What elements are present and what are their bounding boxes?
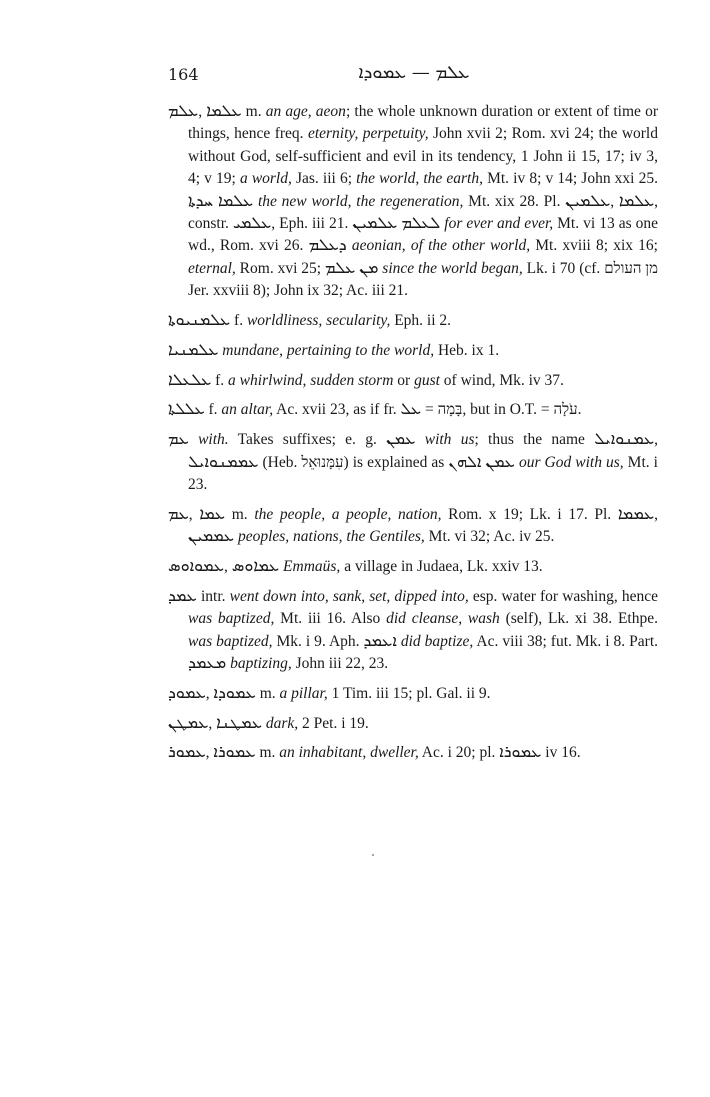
gloss-italic: a pillar, [279,684,328,702]
entry-text: of wind, Mk. iv 37. [439,371,564,389]
syriac-headword: ܥܡܛܢܐ [216,714,262,732]
entry-text: Jer. xxviii 8); John ix 32; Ac. iii 21. [188,282,409,300]
dictionary-entry [168,742,658,764]
syriac-headword: ܥܡܐ [199,505,226,523]
page-number: 164 [168,65,199,84]
entry-text: Mt. vi 32; Ac. iv 25. [424,528,555,546]
gloss-italic: mundane, pertaining to the world, [222,341,435,359]
entry-text [189,431,198,448]
syriac-headword: ܥܠܡܐ [206,103,242,120]
entry-text: intr. [196,587,230,605]
entry-text: Ac. viii 38; fut. Mk. i 8. Part. [473,632,659,650]
syriac-headword: ܡܥܡܕ [188,655,227,673]
entry-text: , constr. [188,192,658,233]
entry-text: , [205,744,214,762]
entry-text: a village in Judaea, Lk. xxiv 13. [340,558,543,576]
dictionary-entry [168,310,658,332]
entry-text: , [188,505,200,523]
entry-text: ; the whole unknown duration or extent of time or things, hence freq. [188,103,658,143]
entry-text: Mt. iii 16. Also [274,610,387,628]
syriac-headword: ܡܢ ܥܠܡ [325,259,379,277]
syriac-headword: ܥܡܘܕܐ [213,684,256,702]
hebrew-word: מן העולם [604,260,659,277]
gloss-italic: the new world, the regeneration, [257,192,464,210]
syriac-headword: ܕܥܠܡ [308,237,347,255]
dictionary-entry [168,586,658,676]
syriac-headword: ܥܡܘܪܐ [213,744,256,762]
entry-text: John iii 22, 23. [291,655,389,673]
entry-text: , [224,558,232,576]
entry-text: , but in O.T. = [462,401,554,419]
entry-text: Rom. xvi 25; [235,259,326,277]
gloss-italic: eternal, [188,259,236,277]
syriac-headword: ܥܠܡܢܝܘܬܐ [168,312,231,330]
entry-text: Mt. xviii 8; xix 16; [530,237,658,255]
dictionary-entry [168,429,658,496]
syriac-headword: ܥܡ [168,505,189,523]
dictionary-entry [168,504,658,549]
gloss-italic: Emmaüs, [283,558,341,576]
entry-text: , [654,431,658,449]
gloss-italic: was baptized, [188,632,273,650]
dictionary-entry [168,683,658,705]
syriac-headword: ܐܥܡܕ [363,632,397,650]
entry-text: (Heb. [258,453,302,471]
entry-text: m. [255,684,280,702]
entry-text: Mt. vi 13 as one wd., Rom. xvi 26. [188,215,659,255]
gloss-italic: with. [198,431,229,449]
entry-text: , [654,505,659,523]
entry-text: . [577,401,582,419]
syriac-headword: ܥܠܡܝܢ [565,192,611,210]
entry-text: m. [241,103,266,120]
gloss-italic: with us [424,431,475,449]
entry-text: Ac. i 20; pl. [418,744,500,762]
entry-text: 1 Tim. iii 15; pl. Gal. ii 9. [327,684,491,702]
hebrew-word: בָּמָה [437,402,463,419]
gloss-italic: for ever and ever, [444,215,554,233]
hebrew-word: עֹלָה [553,402,578,419]
gloss-italic: dark, [265,714,299,732]
entry-text: , [205,684,214,702]
syriac-headword: ܥܡܘܪ [168,744,206,762]
syriac-headword: ܥܡܡܢܘܐܝܠ [188,453,259,471]
page-header [168,62,660,90]
gloss-italic: since the world began, [382,259,523,277]
syriac-headword: ܥܡܘܪܐ [499,744,542,762]
syriac-headword: ܥܡܐܘܣ [231,558,280,576]
entry-text: , [610,192,619,210]
entry-text: Rom. x 19; Lk. i 17. Pl. [441,505,618,523]
entry-text: m. [225,505,255,523]
entry-text: , [198,103,207,120]
gloss-italic: the world, the earth, [356,170,483,188]
gloss-italic: a whirlwind, sudden storm [228,371,394,389]
entry-text [415,431,424,448]
gloss-italic: worldliness, secularity, [246,312,391,330]
entry-text: , Eph. iii 21. [271,215,353,233]
entry-text: John xvii 2; Rom. xvi 24; the world without God, self-sufficient and evil in its tendency, 1 John ii 15, 17; iv 3, 4; v 19; [188,125,658,188]
entry-text: esp. water for washing, hence [468,587,658,605]
gloss-italic: an altar, [221,401,274,419]
gloss-italic: was baptized, [188,610,275,628]
gloss-italic: an inhabitant, dweller, [279,744,419,762]
gloss-italic: a world, [239,170,292,188]
entry-text: Mt. xix 28. Pl. [463,192,566,210]
entry-text: m. [255,744,280,762]
gloss-italic: did baptize, [400,632,474,650]
entry-text: f. [230,312,247,330]
entry-text: (self), Lk. xi 38. Ethpe. [499,610,658,628]
syriac-headword: ܥܡܕ [168,587,197,605]
gloss-italic: eternity, perpetuity, [307,125,429,143]
syriac-headword: ܥܡܡܐ [617,505,655,523]
dictionary-entry [168,399,658,421]
entry-text: = [421,401,438,419]
gloss-italic: baptizing, [230,655,292,673]
entry-list [168,101,658,772]
page-speck [372,854,374,856]
entry-text: Ac. xvii 23, as if fr. [273,401,401,419]
syriac-headword: ܥܡܢܘܐܝܠ [594,431,655,449]
syriac-headword: ܥܡܢ ܐܠܗܢ [448,453,515,471]
running-head: ܥܠܡ — ܥܡܘܕܐ [358,62,470,83]
syriac-headword: ܥܠܡܐ [618,192,655,210]
syriac-headword: ܥܠܡܐ ܚܕܬܐ [188,192,254,210]
entry-text: Jas. iii 6; [291,170,357,188]
dictionary-entry [168,101,658,303]
gloss-italic: aeonian, of the other world, [351,237,531,255]
entry-text: Takes suffixes; e. g. [228,431,387,449]
syriac-headword: ܥܠ [400,401,422,419]
entry-text: or [393,371,415,389]
syriac-headword: ܥܠܠܬܐ [168,401,205,419]
entry-text: , [208,714,217,732]
gloss-italic: went down into, sank, set, dipped into, [229,587,469,605]
syriac-headword: ܠܥܠܡ ܥܠܡܝܢ [352,215,441,233]
gloss-italic: peoples, nations, the Gentiles, [237,528,425,546]
gloss-italic: gust [414,371,440,389]
gloss-italic: the people, a people, nation, [254,505,442,523]
dictionary-entry [168,370,658,392]
syriac-headword: ܥܡܘܐܘܣ [168,558,225,576]
syriac-headword: ܥܡ [168,431,189,449]
dictionary-entry [168,340,658,362]
dictionary-entry [168,713,658,735]
entry-text: Heb. ix 1. [434,341,500,359]
syriac-headword: ܥܡܘܕ [168,684,206,702]
entry-text: Mk. i 9. Aph. [272,632,364,650]
entry-text: 2 Pet. i 19. [298,714,369,732]
entry-text: f. [211,371,229,389]
gloss-italic: an age, aeon [265,103,346,120]
entry-text: f. [204,401,222,419]
entry-text: ) is explained as [343,453,449,471]
entry-text: iv 16. [541,744,581,762]
syriac-headword: ܥܠܡ [168,103,199,120]
syriac-headword: ܥܠܥܠܐ [168,371,212,389]
syriac-headword: ܥܠܡܢܝܐ [168,341,219,359]
dictionary-entry [168,556,658,578]
gloss-italic: did cleanse, wash [386,610,500,628]
entry-text: ; thus the name [474,431,595,449]
gloss-italic: our God with us, [518,453,624,471]
hebrew-word: עִמָּנוּאֵל [301,454,344,471]
entry-text: Eph. ii 2. [390,312,452,330]
entry-text: Mt. iv 8; v 14; John xxi 25. [482,170,658,188]
entry-text: Mt. i 23. [188,453,658,494]
syriac-headword: ܥܡܢ [386,431,416,449]
entry-text: Lk. i 70 (cf. [522,259,605,277]
syriac-headword: ܥܡܛܢ [168,714,209,732]
syriac-headword: ܥܡܡܝܢ [188,528,235,546]
syriac-headword: ܥܠܡܝ [232,215,272,233]
